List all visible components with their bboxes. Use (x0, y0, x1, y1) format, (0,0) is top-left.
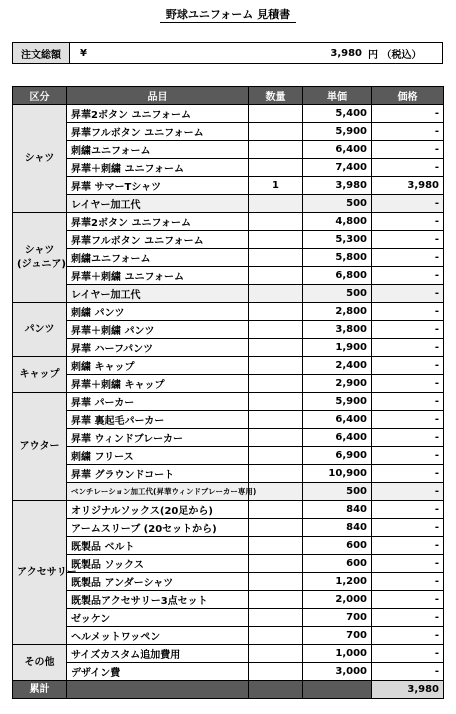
table-row (13, 411, 444, 429)
table-row (13, 501, 444, 519)
item-cell: 昇華＋刺繍 キャップ (67, 375, 249, 393)
qty-cell (249, 663, 303, 681)
table-row (13, 339, 444, 357)
category-cell (13, 357, 67, 393)
category-label: その他 (24, 656, 55, 668)
qty-cell (249, 555, 303, 573)
unit-price-cell: 7,400 (303, 159, 372, 177)
qty-cell (249, 303, 303, 321)
total-row (13, 681, 444, 699)
price-cell: - (372, 123, 444, 141)
table-body (13, 105, 444, 699)
qty-cell (249, 465, 303, 483)
table-row (13, 213, 444, 231)
table-row (13, 303, 444, 321)
item-cell: 昇華 グラウンドコート (67, 465, 249, 483)
qty-cell (249, 573, 303, 591)
qty-cell (249, 375, 303, 393)
price-cell: - (372, 591, 444, 609)
item-cell: 刺繍 パンツ (67, 303, 249, 321)
order-total-amount: 3,980 (330, 47, 362, 59)
price-cell: - (372, 609, 444, 627)
qty-cell (249, 609, 303, 627)
price-cell: - (372, 465, 444, 483)
category-label: シャツ (24, 152, 55, 164)
table-row (13, 591, 444, 609)
category-cell (13, 105, 67, 213)
item-cell: ゼッケン (67, 609, 249, 627)
unit-price-cell: 3,800 (303, 321, 372, 339)
item-cell: 昇華 サマーTシャツ (67, 177, 249, 195)
item-cell: 既製品 アンダーシャツ (67, 573, 249, 591)
order-total-box (12, 42, 443, 64)
qty-cell (249, 483, 303, 501)
table-row (13, 573, 444, 591)
price-cell: - (372, 573, 444, 591)
item-cell: 昇華 裏起毛パーカー (67, 411, 249, 429)
total-blank-item (67, 681, 249, 699)
header-qty: 数量 (249, 87, 303, 105)
price-cell: - (372, 285, 444, 303)
unit-price-cell: 2,400 (303, 357, 372, 375)
table-row (13, 105, 444, 123)
unit-price-cell: 840 (303, 519, 372, 537)
table-row (13, 177, 444, 195)
item-cell: 既製品 ソックス (67, 555, 249, 573)
qty-cell (249, 285, 303, 303)
item-cell: 刺繍 キャップ (67, 357, 249, 375)
order-total-unit: 円 （税込） (368, 49, 422, 61)
category-cell (13, 645, 67, 681)
qty-cell (249, 501, 303, 519)
price-cell: - (372, 213, 444, 231)
price-cell: - (372, 339, 444, 357)
category-label: アクセサリー (17, 566, 77, 578)
price-cell: - (372, 159, 444, 177)
unit-price-cell: 2,900 (303, 375, 372, 393)
unit-price-cell: 700 (303, 609, 372, 627)
item-cell: 昇華 ハーフパンツ (67, 339, 249, 357)
price-cell: - (372, 411, 444, 429)
qty-cell (249, 159, 303, 177)
price-cell: - (372, 267, 444, 285)
item-cell: 昇華 ウィンドブレーカー (67, 429, 249, 447)
unit-price-cell: 5,400 (303, 105, 372, 123)
qty-cell (249, 267, 303, 285)
qty-cell (249, 429, 303, 447)
item-cell: 昇華＋刺繍 パンツ (67, 321, 249, 339)
table-row (13, 249, 444, 267)
item-cell: 刺繍ユニフォーム (67, 249, 249, 267)
item-cell: 昇華＋刺繍 ユニフォーム (67, 159, 249, 177)
item-cell: 昇華＋刺繍 ユニフォーム (67, 267, 249, 285)
price-cell: - (372, 663, 444, 681)
item-cell: オリジナルソックス(20足から) (67, 501, 249, 519)
unit-price-cell: 500 (303, 285, 372, 303)
price-cell: - (372, 249, 444, 267)
item-cell: 昇華 パーカー (67, 393, 249, 411)
price-cell: - (372, 447, 444, 465)
qty-cell (249, 519, 303, 537)
qty-cell (249, 231, 303, 249)
price-cell: - (372, 105, 444, 123)
header-unit-price: 単価 (303, 87, 372, 105)
table-row (13, 447, 444, 465)
qty-cell (249, 537, 303, 555)
price-cell: - (372, 519, 444, 537)
price-cell: - (372, 537, 444, 555)
qty-cell (249, 645, 303, 663)
table-row (13, 267, 444, 285)
item-cell: サイズカスタム追加費用 (67, 645, 249, 663)
unit-price-cell: 600 (303, 555, 372, 573)
category-label: パンツ (24, 323, 55, 335)
item-cell: 刺繍ユニフォーム (67, 141, 249, 159)
qty-cell (249, 411, 303, 429)
unit-price-cell: 5,900 (303, 393, 372, 411)
table-row (13, 393, 444, 411)
qty-cell (249, 249, 303, 267)
unit-price-cell: 6,400 (303, 411, 372, 429)
price-cell: - (372, 357, 444, 375)
unit-price-cell: 2,000 (303, 591, 372, 609)
price-cell: - (372, 195, 444, 213)
unit-price-cell: 6,400 (303, 429, 372, 447)
unit-price-cell: 500 (303, 483, 372, 501)
estimate-table (12, 86, 444, 699)
table-header-row (13, 87, 444, 105)
item-cell: ヘルメットワッペン (67, 627, 249, 645)
price-cell: - (372, 321, 444, 339)
price-cell: 3,980 (372, 177, 444, 195)
total-blank-qty (249, 681, 303, 699)
qty-cell (249, 447, 303, 465)
table-row (13, 519, 444, 537)
qty-cell (249, 591, 303, 609)
unit-price-cell: 6,400 (303, 141, 372, 159)
unit-price-cell: 1,200 (303, 573, 372, 591)
price-cell: - (372, 375, 444, 393)
price-cell: - (372, 303, 444, 321)
total-blank-unit (303, 681, 372, 699)
total-price: 3,980 (372, 681, 444, 699)
unit-price-cell: 1,900 (303, 339, 372, 357)
header-category: 区分 (13, 87, 67, 105)
unit-price-cell: 10,900 (303, 465, 372, 483)
price-cell: - (372, 627, 444, 645)
item-cell: アームスリーブ (20セットから) (67, 519, 249, 537)
table-row (13, 231, 444, 249)
unit-price-cell: 500 (303, 195, 372, 213)
item-cell: レイヤー加工代 (67, 285, 249, 303)
table-row (13, 555, 444, 573)
table-row (13, 429, 444, 447)
unit-price-cell: 5,300 (303, 231, 372, 249)
price-cell: - (372, 483, 444, 501)
table-row (13, 609, 444, 627)
page-title: 野球ユニフォーム 見積書 (165, 8, 291, 21)
category-cell (13, 303, 67, 357)
qty-cell (249, 105, 303, 123)
qty-cell (249, 321, 303, 339)
item-cell: デザイン費 (67, 663, 249, 681)
item-cell: 昇華2ボタン ユニフォーム (67, 105, 249, 123)
table-row (13, 627, 444, 645)
table-row (13, 465, 444, 483)
qty-cell (249, 213, 303, 231)
table-row (13, 357, 444, 375)
item-cell: 昇華フルボタン ユニフォーム (67, 231, 249, 249)
item-cell: 既製品アクセサリー3点セット (67, 591, 249, 609)
table-row (13, 645, 444, 663)
item-cell: レイヤー加工代 (67, 195, 249, 213)
unit-price-cell: 600 (303, 537, 372, 555)
item-cell: 刺繍 フリース (67, 447, 249, 465)
qty-cell (249, 123, 303, 141)
table-row (13, 141, 444, 159)
price-cell: - (372, 555, 444, 573)
category-label: シャツ (24, 244, 55, 256)
qty-cell (249, 141, 303, 159)
table-row (13, 537, 444, 555)
price-cell: - (372, 141, 444, 159)
order-total-label: 注文総額 (13, 43, 70, 63)
header-item: 品目 (67, 87, 249, 105)
item-cell: 昇華フルボタン ユニフォーム (67, 123, 249, 141)
price-cell: - (372, 231, 444, 249)
unit-price-cell: 6,800 (303, 267, 372, 285)
qty-cell (249, 627, 303, 645)
item-cell: 既製品 ベルト (67, 537, 249, 555)
item-cell: 昇華2ボタン ユニフォーム (67, 213, 249, 231)
category-cell (13, 393, 67, 501)
title-underline (160, 22, 296, 23)
table-row (13, 663, 444, 681)
category-label: (ジュニア) (17, 258, 66, 270)
unit-price-cell: 5,900 (303, 123, 372, 141)
unit-price-cell: 4,800 (303, 213, 372, 231)
qty-cell (249, 339, 303, 357)
qty-cell (249, 195, 303, 213)
qty-cell (249, 393, 303, 411)
table-row (13, 159, 444, 177)
price-cell: - (372, 393, 444, 411)
table-row (13, 483, 444, 501)
table-row (13, 285, 444, 303)
table-row (13, 123, 444, 141)
unit-price-cell: 5,800 (303, 249, 372, 267)
category-cell (13, 501, 77, 645)
category-label: アウター (19, 440, 60, 452)
qty-cell: 1 (249, 177, 303, 195)
price-cell: - (372, 645, 444, 663)
category-cell (13, 213, 67, 303)
header-price: 価格 (372, 87, 444, 105)
unit-price-cell: 3,000 (303, 663, 372, 681)
order-yen-sign: ¥ (80, 47, 87, 59)
unit-price-cell: 6,900 (303, 447, 372, 465)
unit-price-cell: 700 (303, 627, 372, 645)
total-label: 累計 (13, 681, 67, 699)
table-row (13, 321, 444, 339)
unit-price-cell: 840 (303, 501, 372, 519)
category-label: キャップ (19, 368, 60, 380)
price-cell: - (372, 429, 444, 447)
unit-price-cell: 3,980 (303, 177, 372, 195)
item-cell: ベンチレーション加工代(昇華ウィンドブレーカー専用) (67, 483, 249, 501)
unit-price-cell: 2,800 (303, 303, 372, 321)
unit-price-cell: 1,000 (303, 645, 372, 663)
table-row (13, 375, 444, 393)
qty-cell (249, 357, 303, 375)
table-row (13, 195, 444, 213)
price-cell: - (372, 501, 444, 519)
